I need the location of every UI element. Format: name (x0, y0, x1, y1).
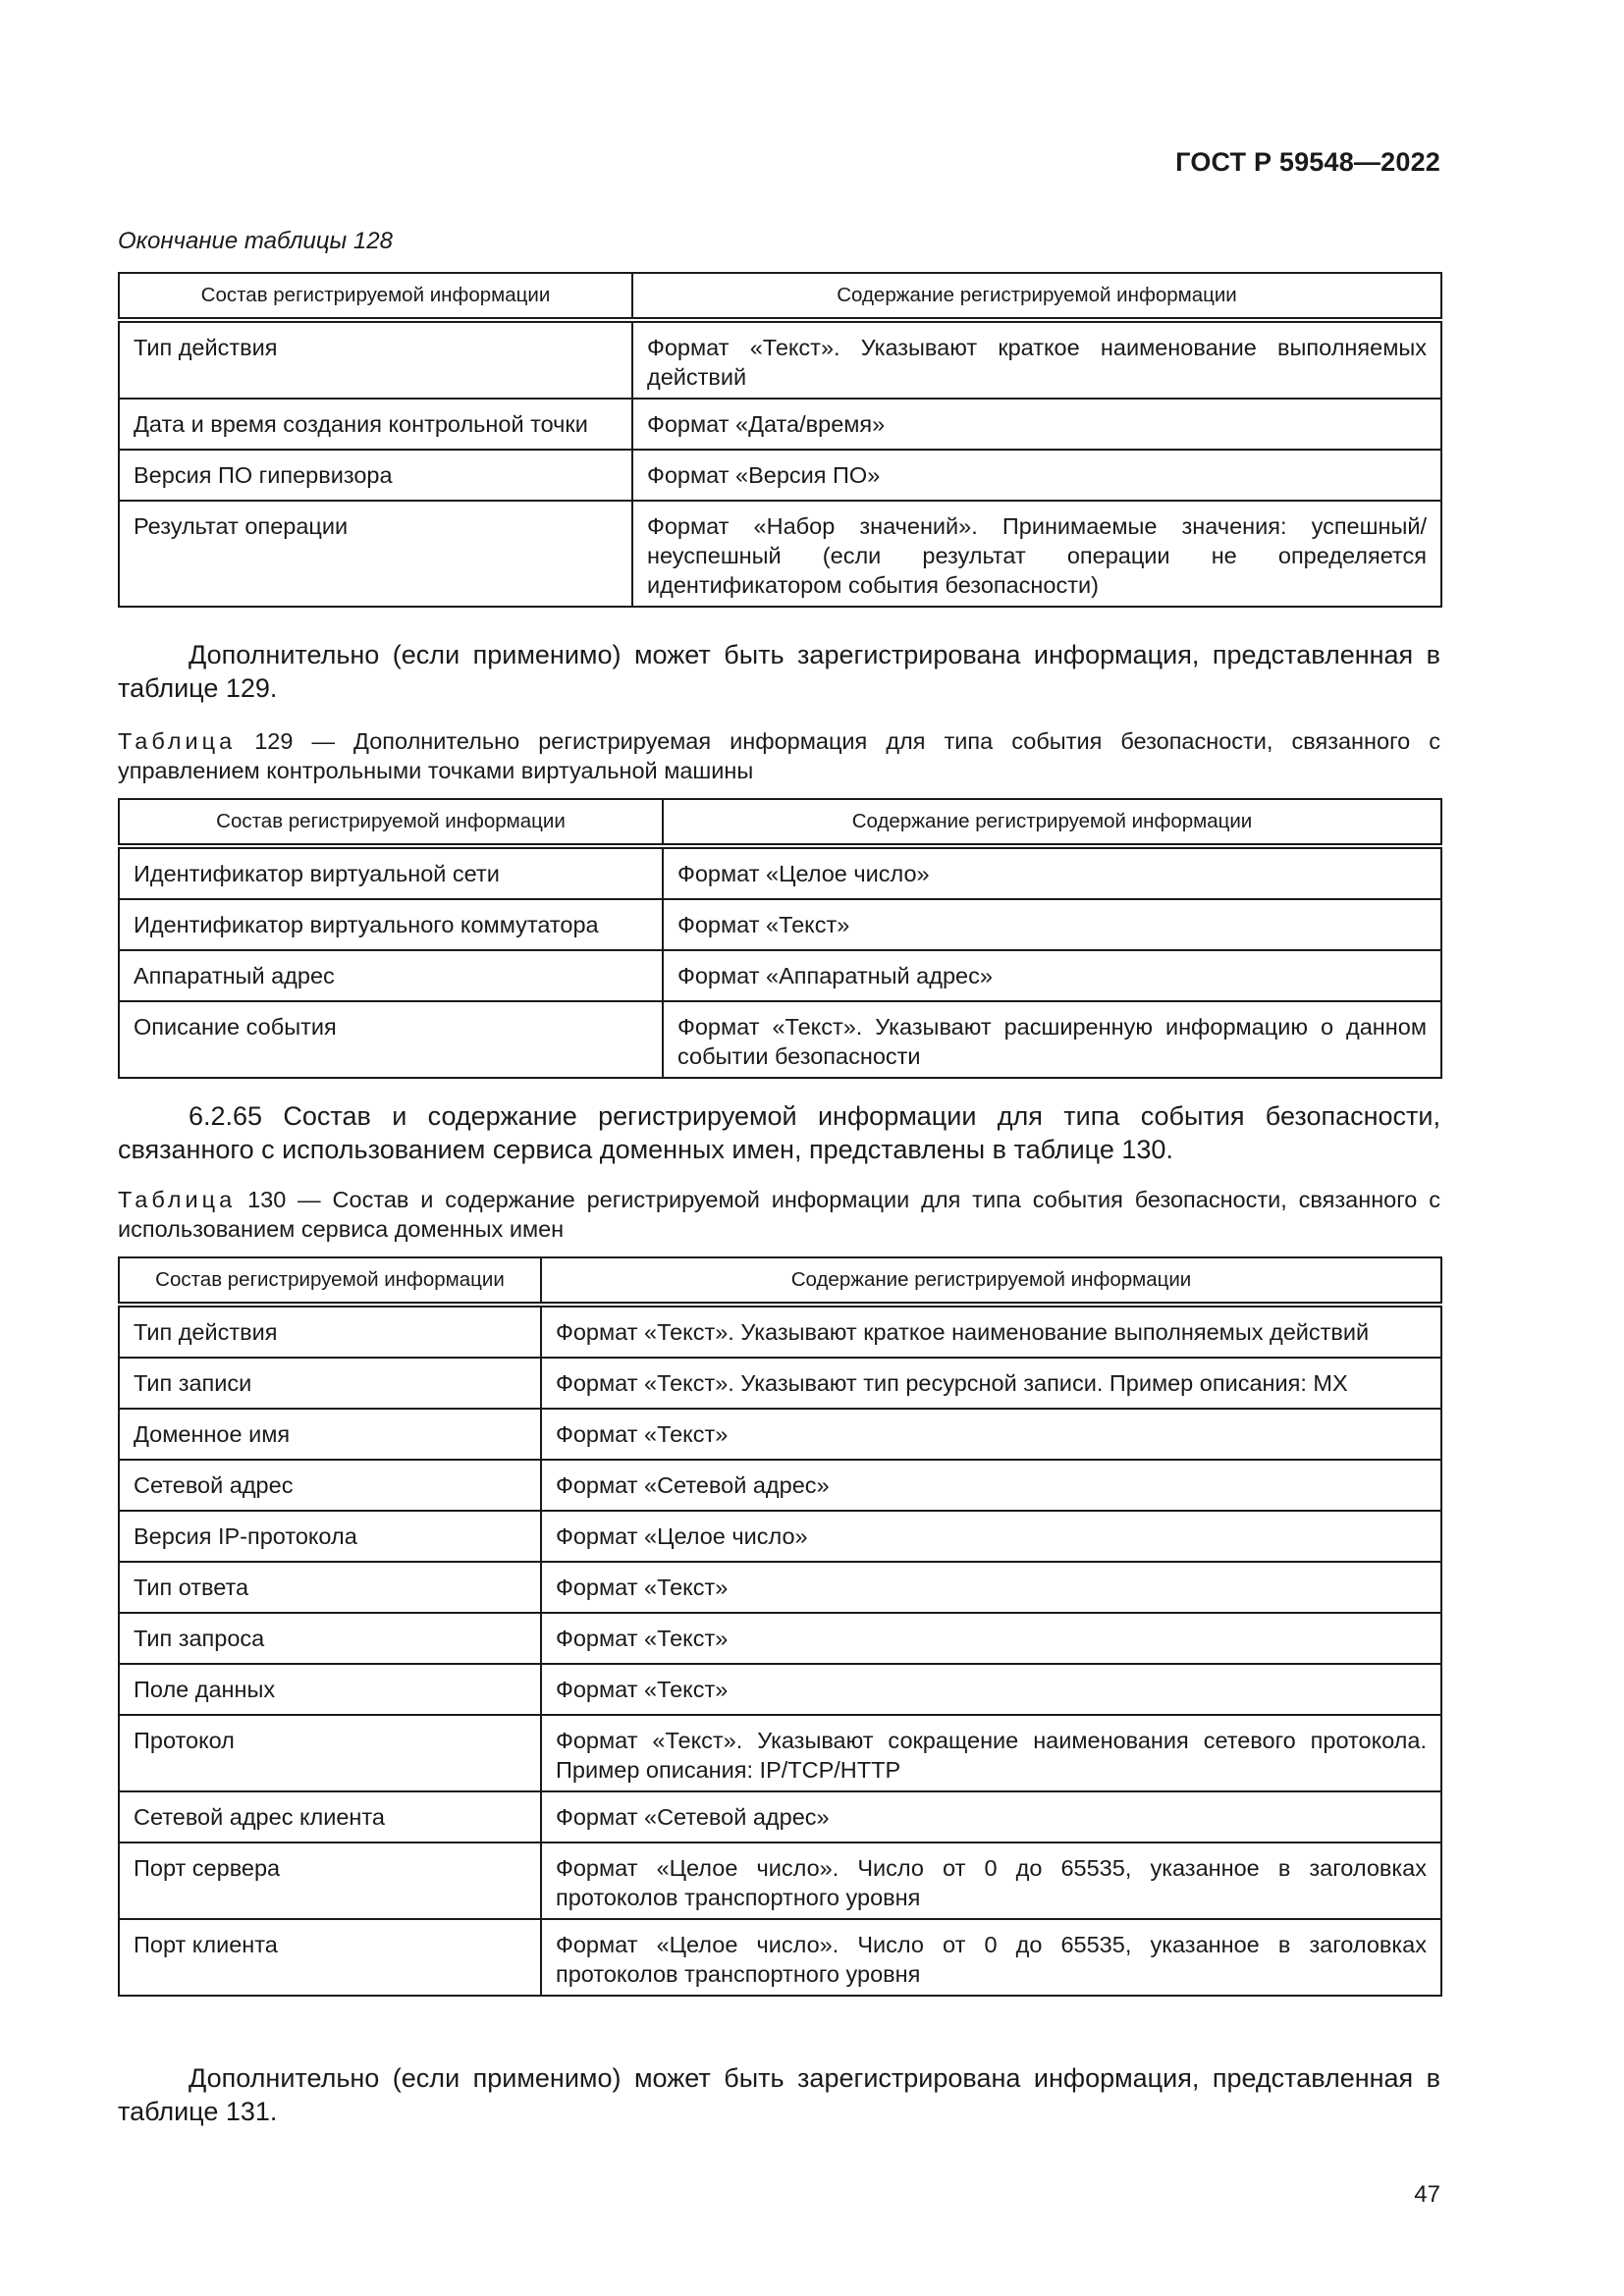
table-row (119, 1562, 1441, 1613)
table-row (119, 899, 1441, 950)
table-row (119, 320, 1441, 399)
table-cell: Формат «Текст». Указывают краткое наименование выполняемых действий (541, 1305, 1441, 1358)
table-cell: Идентификатор виртуального коммутатора (119, 899, 663, 950)
table-128 (118, 272, 1442, 608)
table-cell: Формат «Текст» (541, 1664, 1441, 1715)
table-header-cell: Состав регистрируемой информации (119, 1257, 541, 1305)
table-cell: Формат «Дата/время» (632, 399, 1441, 450)
table-header-row (119, 1257, 1441, 1305)
table-header-cell: Содержание регистрируемой информации (632, 273, 1441, 320)
table-cell: Доменное имя (119, 1409, 541, 1460)
table-cell: Формат «Текст» (541, 1562, 1441, 1613)
table-row (119, 1613, 1441, 1664)
table-caption-text: 130 — Состав и содержание регистрируемой информации для типа события безопасности, связанного с использованием сервиса доменных имен (118, 1187, 1441, 1242)
table-row (119, 399, 1441, 450)
table-cell: Протокол (119, 1715, 541, 1791)
table-label: Таблица (118, 728, 237, 754)
table-cell: Описание события (119, 1001, 663, 1078)
table-cell: Поле данных (119, 1664, 541, 1715)
table-cell: Формат «Текст» (541, 1613, 1441, 1664)
table-row (119, 1305, 1441, 1358)
table-row (119, 450, 1441, 501)
table-cell: Версия IP-протокола (119, 1511, 541, 1562)
table-cell: Сетевой адрес клиента (119, 1791, 541, 1842)
table-header-row (119, 799, 1441, 846)
table-row (119, 1358, 1441, 1409)
table-row (119, 1511, 1441, 1562)
table-129-caption (118, 726, 1440, 785)
table-129 (118, 798, 1442, 1079)
table-cell: Версия ПО гипервизора (119, 450, 632, 501)
continuation-caption: Окончание таблицы 128 (118, 228, 393, 254)
document-page (118, 0, 1440, 2296)
table-cell: Формат «Аппаратный адрес» (663, 950, 1441, 1001)
table-cell: Формат «Текст». Указывают краткое наименование выполняемых действий (632, 320, 1441, 399)
table-row (119, 846, 1441, 899)
table-cell: Формат «Текст». Указывают сокращение наименования сетевого протокола. Пример описания: IP/TCP/HTTP (541, 1715, 1441, 1791)
table-header-cell: Содержание регистрируемой информации (663, 799, 1441, 846)
table-cell: Формат «Целое число» (663, 846, 1441, 899)
table-130 (118, 1256, 1442, 1997)
table-caption-text: 129 — Дополнительно регистрируемая информация для типа события безопасности, связанного с управлением контрольными точками виртуальной машины (118, 728, 1441, 783)
table-row (119, 1460, 1441, 1511)
table-cell: Порт сервера (119, 1842, 541, 1919)
page-number: 47 (1414, 2181, 1440, 2208)
table-row (119, 501, 1441, 607)
table-header-cell: Состав регистрируемой информации (119, 273, 632, 320)
table-row (119, 1001, 1441, 1078)
table-cell: Формат «Текст» (663, 899, 1441, 950)
table-header-cell: Содержание регистрируемой информации (541, 1257, 1441, 1305)
table-cell: Формат «Версия ПО» (632, 450, 1441, 501)
table-cell: Сетевой адрес (119, 1460, 541, 1511)
paragraph-additional-131: Дополнительно (если применимо) может быть зарегистрирована информация, представленная в таблице 131. (118, 2063, 1440, 2126)
table-cell: Формат «Сетевой адрес» (541, 1460, 1441, 1511)
table-row (119, 1715, 1441, 1791)
table-row (119, 1842, 1441, 1919)
table-cell: Формат «Целое число» (541, 1511, 1441, 1562)
table-cell: Формат «Текст». Указывают расширенную информацию о данном событии безопасности (663, 1001, 1441, 1078)
table-130-caption (118, 1185, 1440, 1244)
table-cell: Формат «Текст». Указывают тип ресурсной записи. Пример описания: MX (541, 1358, 1441, 1409)
table-cell: Формат «Сетевой адрес» (541, 1791, 1441, 1842)
table-cell: Тип записи (119, 1358, 541, 1409)
table-header-row (119, 273, 1441, 320)
table-cell: Дата и время создания контрольной точки (119, 399, 632, 450)
table-cell: Тип ответа (119, 1562, 541, 1613)
table-cell: Аппаратный адрес (119, 950, 663, 1001)
table-label: Таблица (118, 1187, 237, 1212)
document-code: ГОСТ Р 59548—2022 (1175, 147, 1440, 177)
table-row (119, 950, 1441, 1001)
table-cell: Идентификатор виртуальной сети (119, 846, 663, 899)
table-cell: Формат «Текст» (541, 1409, 1441, 1460)
table-cell: Тип действия (119, 320, 632, 399)
table-cell: Результат операции (119, 501, 632, 607)
paragraph-6-2-65: 6.2.65 Состав и содержание регистрируемой информации для типа события безопасности, связанного с использованием сервиса доменных имен, представлены в таблице 130. (118, 1101, 1440, 1164)
table-cell: Тип действия (119, 1305, 541, 1358)
table-header-cell: Состав регистрируемой информации (119, 799, 663, 846)
table-cell: Тип запроса (119, 1613, 541, 1664)
paragraph-additional-129: Дополнительно (если применимо) может быть зарегистрирована информация, представленная в таблице 129. (118, 640, 1440, 703)
table-row (119, 1919, 1441, 1996)
table-cell: Порт клиента (119, 1919, 541, 1996)
table-cell: Формат «Целое число». Число от 0 до 65535, указанное в заголовках протоколов транспортного уровня (541, 1919, 1441, 1996)
table-cell: Формат «Набор значений». Принимаемые значения: успешный/неуспешный (если результат операции не определяется идентификатором события безопасности) (632, 501, 1441, 607)
table-row (119, 1409, 1441, 1460)
table-cell: Формат «Целое число». Число от 0 до 65535, указанное в заголовках протоколов транспортного уровня (541, 1842, 1441, 1919)
table-row (119, 1791, 1441, 1842)
table-row (119, 1664, 1441, 1715)
